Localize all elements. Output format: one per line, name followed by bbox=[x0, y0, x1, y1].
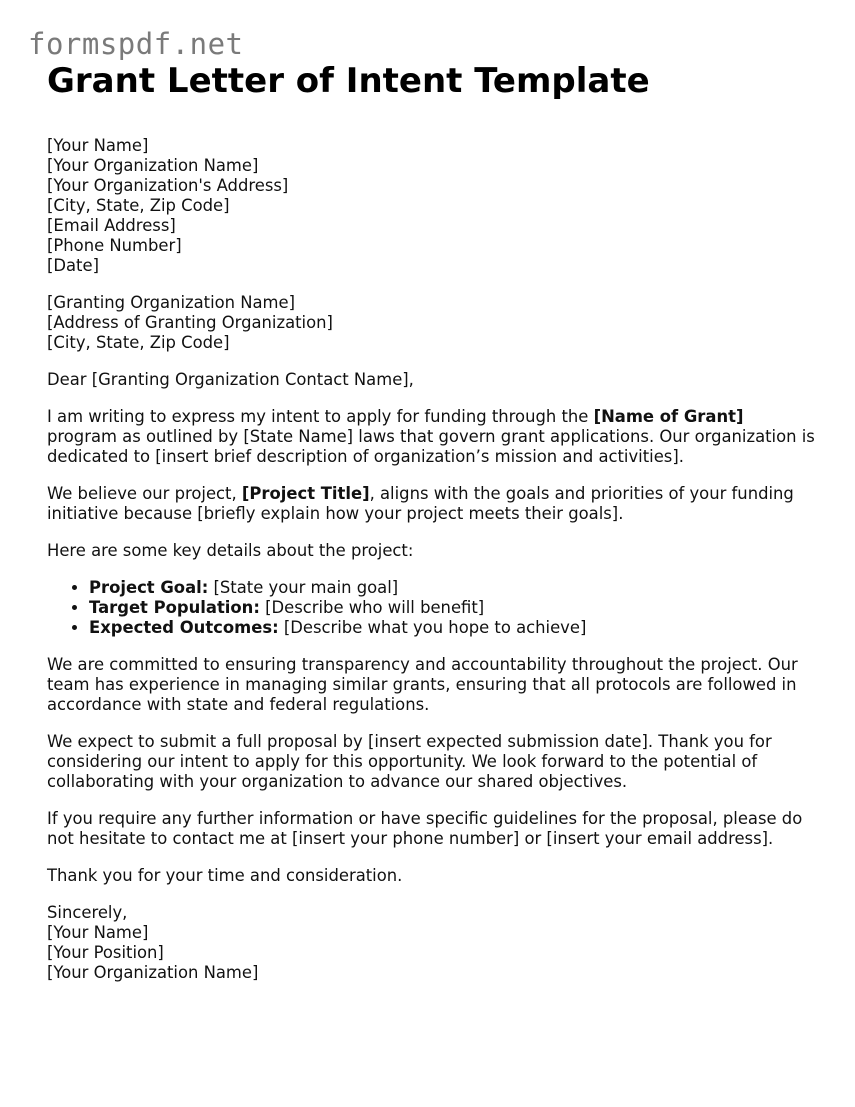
project-title-placeholder: [Project Title] bbox=[241, 484, 370, 503]
commitment-paragraph: We are committed to ensuring transparency and accountability throughout the project. Our team has experience in managing similar grants, ensuring that all protocols are followed in accordance with state and federal regulations. bbox=[47, 655, 798, 714]
signature-block bbox=[47, 903, 817, 983]
sender-line: [Your Name] bbox=[47, 136, 149, 155]
recipient-line: [Address of Granting Organization] bbox=[47, 313, 333, 332]
closing-line: [Your Name] bbox=[47, 923, 149, 942]
detail-text: [Describe who will benefit] bbox=[259, 598, 485, 617]
sender-line: [Date] bbox=[47, 256, 99, 275]
sender-line: [City, State, Zip Code] bbox=[47, 196, 230, 215]
sender-address-block bbox=[47, 136, 817, 276]
detail-text: [Describe what you hope to achieve] bbox=[278, 618, 587, 637]
closing-line: [Your Position] bbox=[47, 943, 164, 962]
letter-document bbox=[47, 58, 817, 983]
proposal-paragraph: We expect to submit a full proposal by [insert expected submission date]. Thank you for considering our intent to apply for this opportunity. We look forward to the potential of collaborating with your organization to advance our shared objectives. bbox=[47, 732, 772, 791]
details-intro: Here are some key details about the project: bbox=[47, 541, 414, 560]
detail-text: [State your main goal] bbox=[208, 578, 399, 597]
sender-line: [Your Organization Name] bbox=[47, 156, 259, 175]
sender-line: [Email Address] bbox=[47, 216, 176, 235]
details-list bbox=[47, 578, 817, 638]
list-item bbox=[89, 598, 817, 618]
detail-label: Target Population: bbox=[89, 598, 260, 617]
detail-label: Project Goal: bbox=[89, 578, 209, 597]
detail-label: Expected Outcomes: bbox=[89, 618, 279, 637]
project-text-end: , aligns with the goals and priorities of your funding initiative because [briefly explain how your project meets their goals]. bbox=[47, 484, 794, 523]
recipient-line: [City, State, Zip Code] bbox=[47, 333, 230, 352]
salutation: Dear [Granting Organization Contact Name], bbox=[47, 370, 414, 389]
list-item bbox=[89, 618, 817, 638]
watermark: formspdf.net bbox=[28, 27, 244, 61]
intro-text-start: I am writing to express my intent to apply for funding through the bbox=[47, 407, 594, 426]
intro-text-end: program as outlined by [State Name] laws that govern grant applications. Our organization is dedicated to [insert brief description of organization’s mission and activities]. bbox=[47, 427, 815, 466]
sender-line: [Your Organization's Address] bbox=[47, 176, 289, 195]
sender-line: [Phone Number] bbox=[47, 236, 182, 255]
thanks-line: Thank you for your time and consideration. bbox=[47, 866, 403, 885]
closing-line: Sincerely, bbox=[47, 903, 128, 922]
recipient-address-block bbox=[47, 293, 817, 353]
intro-paragraph bbox=[47, 407, 817, 467]
contact-paragraph: If you require any further information or have specific guidelines for the proposal, please do not hesitate to contact me at [insert your phone number] or [insert your email address]. bbox=[47, 809, 803, 848]
project-text-start: We believe our project, bbox=[47, 484, 242, 503]
recipient-line: [Granting Organization Name] bbox=[47, 293, 295, 312]
grant-name-placeholder: [Name of Grant] bbox=[593, 407, 744, 426]
page-title: Grant Letter of Intent Template bbox=[47, 61, 650, 101]
project-paragraph bbox=[47, 484, 817, 524]
closing-line: [Your Organization Name] bbox=[47, 963, 259, 982]
list-item bbox=[89, 578, 817, 598]
